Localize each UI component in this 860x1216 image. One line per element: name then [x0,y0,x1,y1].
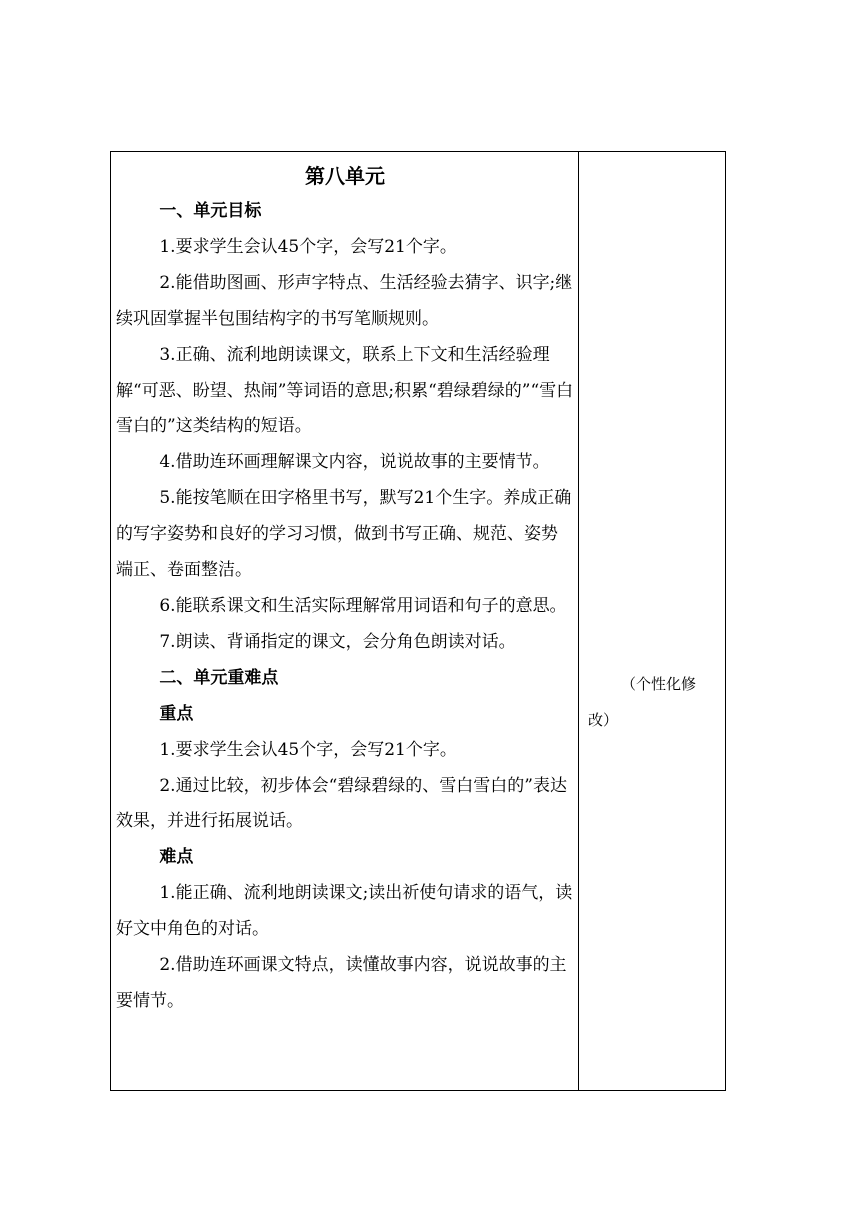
goal-item-4: 4.借助连环画理解课文内容，说说故事的主要情节。 [159,452,550,473]
difficulty-item-1: 1.能正确、流利地朗读课文;读出祈使句请求的语气，读好文中角色的对话。 [116,883,573,940]
goal-item-7: 7.朗读、背诵指定的课文，会分角色朗读对话。 [159,631,516,652]
goal-item-3: 3.正确、流利地朗读课文，联系上下文和生活经验理解“可恶、盼望、热闹”等词语的意思;积累“碧绿碧绿的”“雪白雪白的”这类结构的短语。 [116,344,574,437]
goal-item-5: 5.能按笔顺在田字格里书写，默写21个生字。养成正确的写字姿势和良好的学习习惯，做到书写正确、规范、姿势端正、卷面整洁。 [116,488,572,581]
subheading-difficulty: 难点 [159,847,194,868]
goal-item-6: 6.能联系课文和生活实际理解常用词语和句子的意思。 [159,595,567,616]
focus-item-1: 1.要求学生会认45个字，会写21个字。 [159,739,457,760]
main-content-cell [111,152,579,1090]
focus-item-2: 2.通过比较，初步体会“碧绿碧绿的、雪白雪白的”表达效果，并进行拓展说话。 [116,775,567,832]
section-heading-goals: 一、单元目标 [159,201,262,221]
subheading-focus: 重点 [159,703,194,724]
goal-item-2: 2.能借助图画、形声字特点、生活经验去猜字、识字;继续巩固掌握半包围结构字的书写笔顺规则。 [116,272,573,329]
personalized-revision-note: （个性化修改） [588,675,697,729]
unit-title: 第八单元 [305,164,385,188]
section-heading-key-points: 二、单元重难点 [159,667,279,688]
revision-notes-cell [579,152,725,1090]
lesson-plan-table [110,151,726,1091]
difficulty-item-2: 2.借助连环画课文特点，读懂故事内容，说说故事的主要情节。 [116,955,567,1011]
goal-item-1: 1.要求学生会认45个字，会写21个字。 [159,236,457,257]
